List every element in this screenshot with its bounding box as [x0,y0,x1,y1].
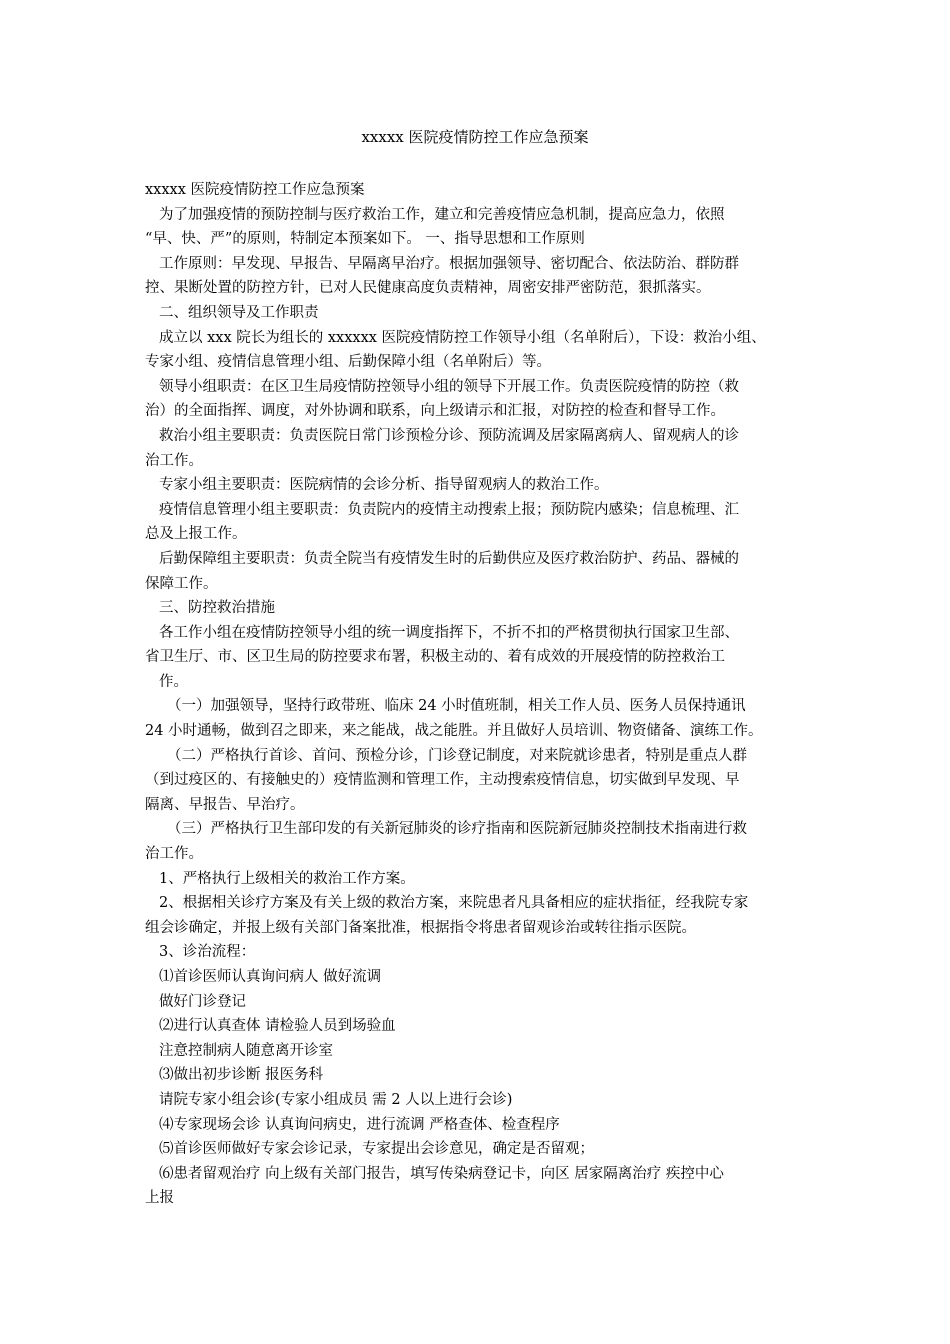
paragraph-line: xxxxx 医院疫情防控工作应急预案 [145,182,365,198]
paragraph-line: （三）严格执行卫生部印发的有关新冠肺炎的诊疗指南和医院新冠肺炎控制技术指南进行救 [167,821,747,838]
paragraph-line: 3、诊治流程： [159,944,256,961]
paragraph-line: （到过疫区的、有接触史的）疫情监测和管理工作，主动搜索疫情信息，切实做到早发现、早 [145,772,740,789]
paragraph-line: “早、快、严”的原则，特制定本预案如下。 一、指导思想和工作原则 [145,231,585,248]
paragraph-line: 成立以 xxx 院长为组长的 xxxxxx 医院疫情防控工作领导小组（名单附后），下设：救治小组、 [159,329,766,346]
paragraph-line: 工作原则：早发现、早报告、早隔离早治疗。根据加强领导、密切配合、依法防治、群防群 [159,255,739,272]
paragraph-line: 组会诊确定，并报上级有关部门备案批准，根据指令将患者留观诊治或转往指示医院。 [145,919,696,936]
paragraph-line: ⑹患者留观治疗 向上级有关部门报告，填写传染病登记卡，向区 居家隔离治疗 疾控中心 [159,1165,724,1182]
paragraph-line: 治）的全面指挥、调度，对外协调和联系，向上级请示和汇报，对防控的检查和督导工作。 [145,403,725,420]
paragraph-line: 总及上报工作。 [145,526,247,543]
paragraph-line: 三、防控救治措施 [159,600,275,617]
paragraph-line: 1、严格执行上级相关的救治工作方案。 [159,870,415,887]
paragraph-line: 控、果断处置的防控方针，已对人民健康高度负责精神，周密安排严密防范，狠抓落实。 [145,280,711,297]
paragraph-line: 疫情信息管理小组主要职责：负责院内的疫情主动搜索上报；预防院内感染；信息梳理、汇 [159,501,739,518]
paragraph-line: ⑵进行认真查体 请检验人员到场验血 [159,1018,396,1035]
paragraph-line: 做好门诊登记 [159,993,246,1010]
paragraph-line: 救治小组主要职责：负责医院日常门诊预检分诊、预防流调及居家隔离病人、留观病人的诊 [159,427,739,444]
paragraph-line: 请院专家小组会诊(专家小组成员 需 2 人以上进行会诊) [159,1091,513,1108]
paragraph-line: ⑶做出初步诊断 报医务科 [159,1067,324,1084]
paragraph-line: 注意控制病人随意离开诊室 [159,1042,333,1059]
paragraph-line: 隔离、早报告、早治疗。 [145,796,305,813]
paragraph-line: 24 小时通畅，做到召之即来，来之能战，战之能胜。并且做好人员培训、物资储备、演练工作。 [145,723,763,740]
paragraph-line: ⑸首诊医师做好专家会诊记录，专家提出会诊意见，确定是否留观； [159,1141,594,1158]
paragraph-line: 治工作。 [145,452,203,469]
paragraph-line: （一）加强领导，坚持行政带班、临床 24 小时值班制，相关工作人员、医务人员保持通讯 [167,698,746,715]
paragraph-line: ⑷专家现场会诊 认真询问病史，进行流调 严格查体、检查程序 [159,1116,560,1133]
paragraph-line: 二、组织领导及工作职责 [159,304,319,321]
paragraph-line: 为了加强疫情的预防控制与医疗救治工作，建立和完善疫情应急机制，提高应急力，依照 [159,206,725,223]
document-body [145,178,815,1211]
paragraph-line: 专家小组、疫情信息管理小组、后勤保障小组（名单附后）等。 [145,354,551,371]
paragraph-line: 保障工作。 [145,575,218,592]
paragraph-line: 后勤保障组主要职责：负责全院当有疫情发生时的后勤供应及医疗救治防护、药品、器械的 [159,550,739,567]
paragraph-line: 专家小组主要职责：医院病情的会诊分析、指导留观病人的救治工作。 [159,477,609,494]
paragraph-line: 省卫生厅、市、区卫生局的防控要求布署，积极主动的、着有成效的开展疫情的防控救治工 [145,649,725,666]
paragraph-line: ⑴首诊医师认真询问病人 做好流调 [159,969,382,985]
paragraph-line: 上报 [145,1190,174,1207]
paragraph-line: 2、根据相关诊疗方案及有关上级的救治方案，来院患者凡具备相应的症状指征，经我院专家 [159,895,749,912]
paragraph-line: 作。 [159,673,188,690]
paragraph-line: （二）严格执行首诊、首问、预检分诊，门诊登记制度，对来院就诊患者，特别是重点人群 [167,747,747,764]
document-title: xxxxx 医院疫情防控工作应急预案 [361,128,589,146]
paragraph-line: 各工作小组在疫情防控领导小组的统一调度指挥下，不折不扣的严格贯彻执行国家卫生部、 [159,624,739,641]
paragraph-line: 治工作。 [145,846,203,863]
paragraph-line: 领导小组职责：在区卫生局疫情防控领导小组的领导下开展工作。负责医院疫情的防控（救 [159,378,739,395]
